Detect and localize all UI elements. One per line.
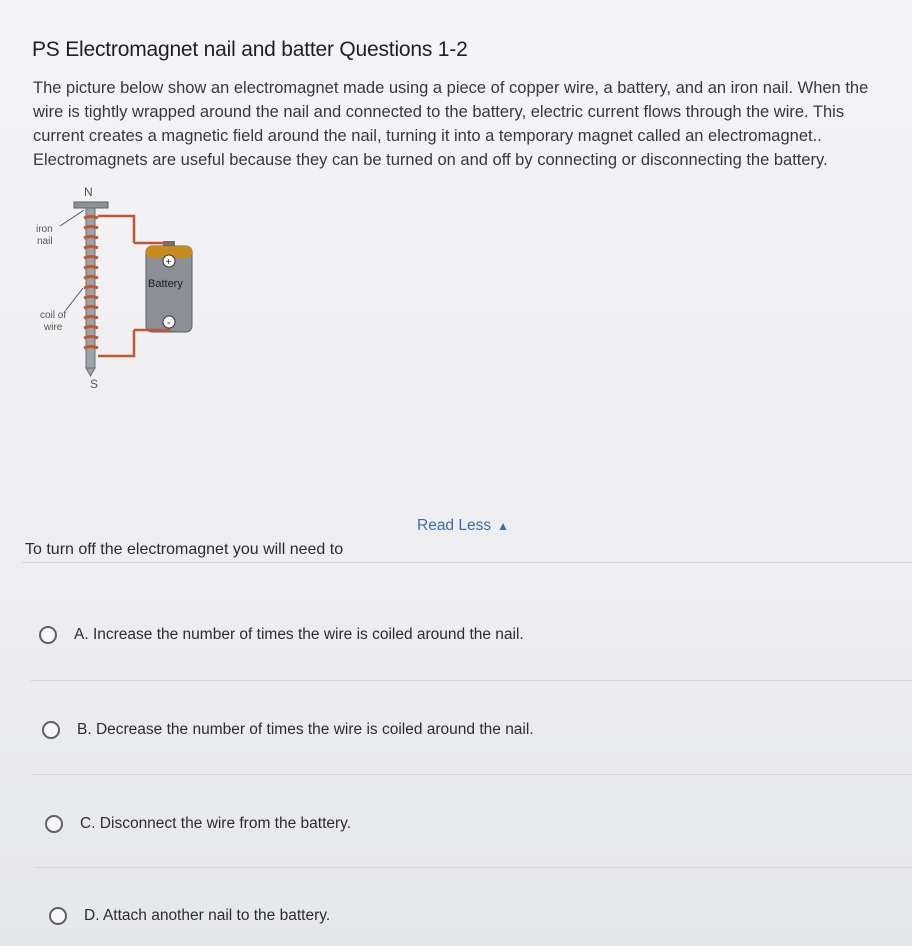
radio-button-icon[interactable] [49,907,67,925]
question-prompt: To turn off the electromagnet you will need to [25,541,344,558]
answer-option-d[interactable] [49,907,330,925]
battery-label: Battery [148,278,183,290]
answer-option-c[interactable] [45,815,351,833]
north-label: N [84,185,93,199]
passage-text: The picture below show an electromagnet made using a piece of copper wire, a battery, and an iron nail. When the wire is tightly wrapped around the nail and connected to the battery, electric current flows through the wire. This current creates a magnetic field around the nail, turning it into a temporary magnet called an electromagnet.. Electromagnets are useful because they can be turned on and off by connecting or disconnecting the battery. [33,79,869,169]
radio-button-icon[interactable] [42,721,60,739]
option-separator [34,867,912,868]
question-divider [22,562,912,563]
answer-option-b[interactable] [42,721,534,739]
radio-button-icon[interactable] [39,626,57,644]
coil-pointer [66,288,83,310]
iron-nail-pointer [60,210,84,226]
option-separator [30,680,912,681]
iron-nail-label-1: iron [36,224,53,235]
top-wire [98,216,134,243]
read-less-link[interactable] [417,517,509,535]
option-separator [32,774,912,775]
option-label: D. Attach another nail to the battery. [84,907,331,924]
minus-sign: - [167,317,171,329]
coil-label-2: wire [44,322,63,333]
iron-nail-label-2: nail [37,236,53,247]
south-label: S [90,377,99,391]
radio-button-icon[interactable] [45,815,63,833]
read-less-label: Read Less [417,517,492,534]
nail-tip [86,368,95,376]
plus-sign: + [165,257,172,268]
option-label: C. Disconnect the wire from the battery. [80,815,352,832]
question-title: PS Electromagnet nail and batter Questions 1-2 [32,38,468,61]
electromagnet-figure [28,180,208,400]
option-label: A. Increase the number of times the wire is coiled around the nail. [74,626,524,643]
nail-head [74,202,108,208]
triangle-up-icon: ▲ [497,519,509,533]
coil-label-1: coil of [40,310,67,321]
answer-option-a[interactable] [39,626,524,644]
option-label: B. Decrease the number of times the wire is coiled around the nail. [77,721,534,738]
electromagnet-diagram [28,180,208,400]
bottom-wire [98,330,134,356]
